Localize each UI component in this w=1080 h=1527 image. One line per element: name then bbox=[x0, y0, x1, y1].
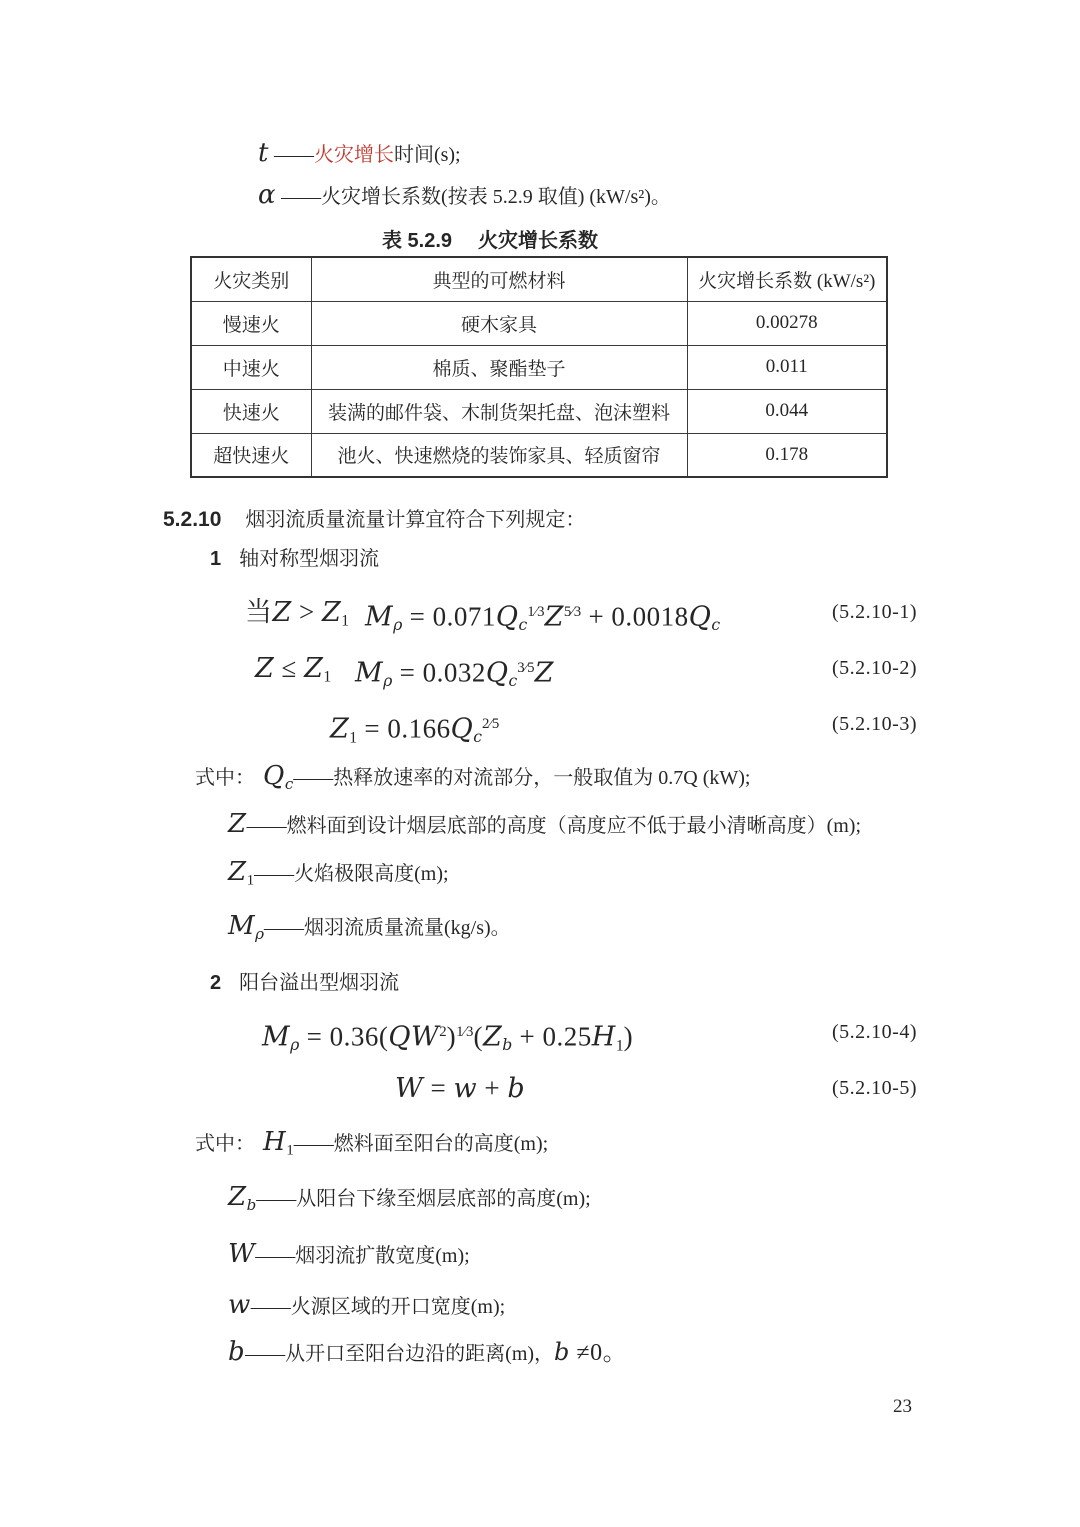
t-definition-text: 时间(s); bbox=[393, 144, 461, 166]
table-caption-title: 火灾增长系数 bbox=[478, 230, 599, 252]
table-row bbox=[191, 345, 887, 389]
t-dash: —— bbox=[268, 144, 314, 166]
definition-text: ——火焰极限高度(m); bbox=[254, 863, 449, 885]
equation-label: (5.2.10-5) bbox=[832, 1077, 917, 1099]
alpha-definition-text: 火灾增长系数(按表 5.2.9 取值) (kW/s²)。 bbox=[321, 186, 671, 208]
definition-text: ——燃料面至阳台的高度(m); bbox=[293, 1133, 549, 1155]
header-fire-category: 火灾类别 bbox=[191, 257, 311, 301]
definition-text: ——燃料面到设计烟层底部的高度（高度应不低于最小清晰高度）(m); bbox=[246, 815, 862, 837]
item-label: 轴对称型烟羽流 bbox=[239, 548, 380, 570]
cell-materials: 池火、快速燃烧的装饰家具、轻质窗帘 bbox=[311, 433, 687, 477]
header-growth-coefficient: 火灾增长系数 (kW/s²) bbox=[687, 257, 887, 301]
where-line-w-lower bbox=[228, 1285, 505, 1329]
table-row bbox=[191, 433, 887, 477]
symbol-b: b bbox=[228, 1337, 246, 1367]
section-title: 烟羽流质量流量计算宜符合下列规定： bbox=[245, 509, 586, 531]
item-number: 2 bbox=[210, 972, 222, 994]
definition-text: ——从阳台下缘至烟层底部的高度(m); bbox=[256, 1188, 591, 1210]
section-number: 5.2.10 bbox=[163, 508, 222, 531]
table-caption bbox=[142, 224, 838, 253]
equation-5-2-10-5 bbox=[0, 1064, 1080, 1112]
definition-text: ——火源区域的开口宽度(m); bbox=[250, 1296, 506, 1318]
page-number: 23 bbox=[893, 1396, 912, 1417]
where-line-z1 bbox=[228, 852, 449, 901]
t-symbol: t bbox=[258, 138, 269, 168]
cell-materials: 装满的邮件袋、木制货架托盘、泡沫塑料 bbox=[311, 389, 687, 433]
definition-text: ——热释放速率的对流部分，一般取值为 0.7Q (kW); bbox=[293, 767, 751, 789]
table-caption-number: 表 5.2.9 bbox=[381, 230, 453, 252]
symbol-w-lower: w bbox=[228, 1290, 251, 1320]
table-row bbox=[191, 301, 887, 345]
cell-category: 慢速火 bbox=[191, 301, 311, 345]
equation-formula: $Z_1 = 0.166Q_c^{2⁄5}$ bbox=[330, 713, 500, 747]
symbol-z1: $Z_1$ bbox=[228, 857, 255, 889]
cell-category: 超快速火 bbox=[191, 433, 311, 477]
equation-5-2-10-4 bbox=[0, 1008, 1080, 1056]
where-line-zb bbox=[228, 1177, 591, 1226]
item-label: 阳台溢出型烟羽流 bbox=[239, 972, 400, 994]
equation-label: (5.2.10-2) bbox=[832, 657, 917, 679]
item-2-balcony-spill-plume bbox=[210, 968, 399, 998]
definition-text: ——从开口至阳台边沿的距离(m)， bbox=[245, 1343, 555, 1365]
symbol-h1: $H_1$ bbox=[263, 1127, 294, 1159]
cell-coefficient: 0.178 bbox=[687, 433, 887, 477]
symbol-z: Z bbox=[228, 809, 247, 839]
where-line-h1 bbox=[195, 1122, 548, 1171]
table-header-row bbox=[191, 257, 887, 301]
equation-label: (5.2.10-1) bbox=[832, 601, 917, 623]
where-line-b bbox=[228, 1332, 627, 1376]
equation-5-2-10-1 bbox=[0, 588, 1080, 636]
b-nonzero-note: b ≠0。 bbox=[554, 1338, 628, 1366]
equation-formula: $M_\rho = 0.071Q_c^{1⁄3}Z^{5⁄3} + 0.0018Q_c$ bbox=[365, 601, 721, 635]
equation-formula: $M_\rho = 0.36(QW^2)^{1⁄3}(Z_b + 0.25H_1)$ bbox=[262, 1021, 634, 1055]
equation-5-2-10-2 bbox=[0, 644, 1080, 692]
fire-growth-coefficient-table bbox=[190, 256, 888, 478]
equation-5-2-10-3 bbox=[0, 700, 1080, 748]
definition-text: ——烟羽流质量流量(kg/s)。 bbox=[264, 917, 511, 939]
symbol-zb: $Z_b$ bbox=[228, 1182, 257, 1214]
where-line-qc bbox=[195, 756, 750, 805]
cell-coefficient: 0.00278 bbox=[687, 301, 887, 345]
section-5-2-10 bbox=[163, 505, 585, 535]
where-prefix: 式中： bbox=[195, 767, 255, 789]
where-prefix: 式中： bbox=[195, 1133, 255, 1155]
item-1-axisymmetric-plume bbox=[210, 544, 379, 574]
cell-category: 中速火 bbox=[191, 345, 311, 389]
symbol-w-upper: W bbox=[228, 1239, 256, 1269]
definition-text: ——烟羽流扩散宽度(m); bbox=[255, 1245, 470, 1267]
cell-coefficient: 0.011 bbox=[687, 345, 887, 389]
cell-materials: 硬木家具 bbox=[311, 301, 687, 345]
fire-growth-highlight: 火灾增长 bbox=[313, 144, 394, 166]
equation-formula: W = w + b bbox=[395, 1073, 526, 1104]
table-row bbox=[191, 389, 887, 433]
symbol-m-rho: $M_\rho$ bbox=[228, 911, 264, 943]
equation-formula: $M_\rho = 0.032Q_c^{3⁄5}Z$ bbox=[355, 657, 554, 691]
item-number: 1 bbox=[210, 548, 222, 570]
alpha-dash: —— bbox=[276, 186, 322, 208]
equation-label: (5.2.10-3) bbox=[832, 713, 917, 735]
where-line-m-rho bbox=[228, 906, 511, 955]
cell-coefficient: 0.044 bbox=[687, 389, 887, 433]
where-line-z bbox=[228, 804, 861, 848]
t-definition-line bbox=[258, 138, 461, 170]
cell-category: 快速火 bbox=[191, 389, 311, 433]
where-line-w-upper bbox=[228, 1234, 470, 1278]
equation-label: (5.2.10-4) bbox=[832, 1021, 917, 1043]
cell-materials: 棉质、聚酯垫子 bbox=[311, 345, 687, 389]
symbol-qc: $Q_c$ bbox=[263, 761, 294, 793]
equation-condition: 当$Z > Z_1$ bbox=[245, 597, 350, 630]
header-typical-materials: 典型的可燃材料 bbox=[311, 257, 687, 301]
alpha-definition-line bbox=[258, 180, 671, 212]
equation-condition: $Z \le Z_1$ bbox=[255, 653, 332, 686]
alpha-symbol: α bbox=[258, 180, 277, 210]
